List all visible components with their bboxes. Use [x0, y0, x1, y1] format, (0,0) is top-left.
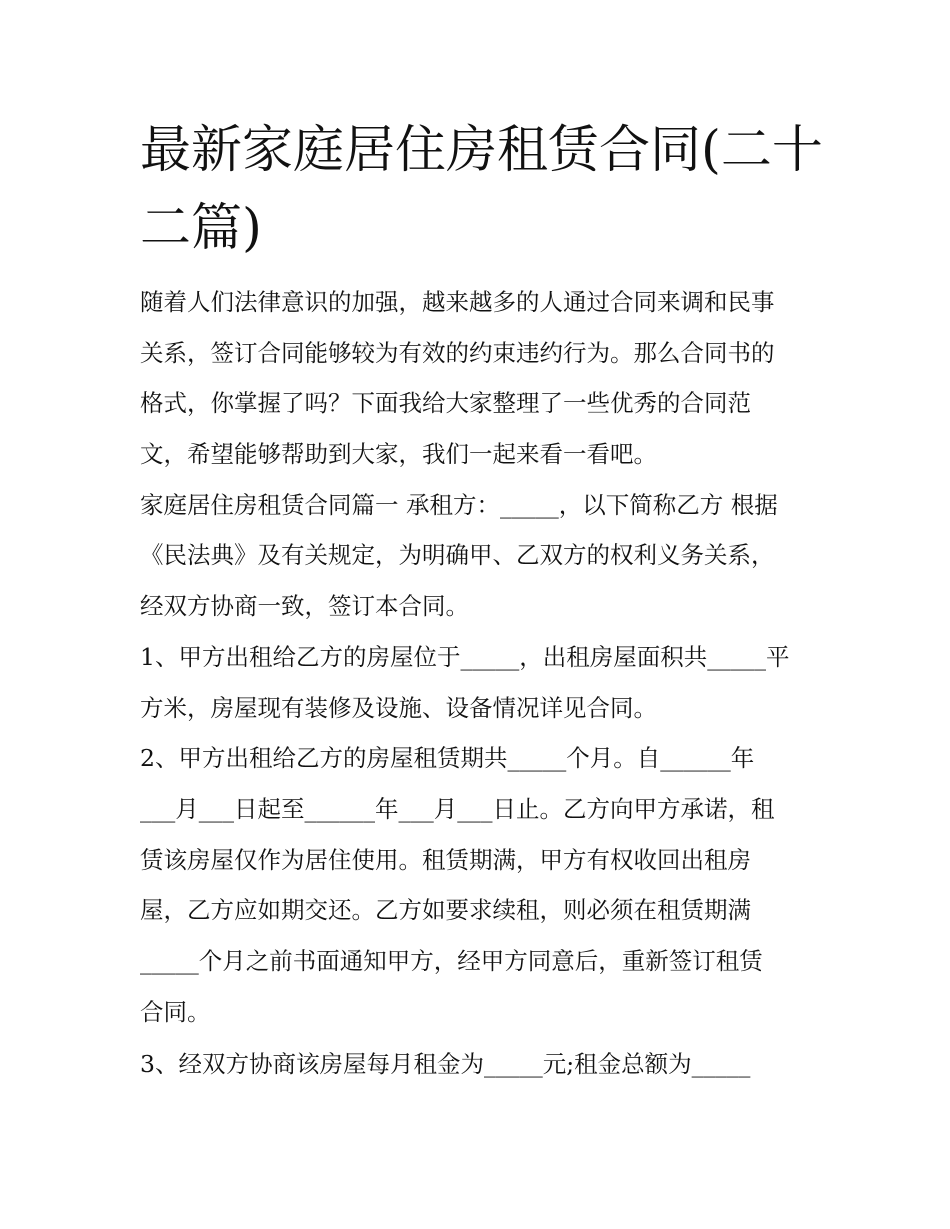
text-line: 格式，你掌握了吗？下面我给大家整理了一些优秀的合同范 [140, 389, 751, 418]
text-line: 合同。 [140, 997, 211, 1026]
text-line: 1、甲方出租给乙方的房屋位于_____，出租房屋面积共_____平 [140, 642, 790, 671]
text-line: 2、甲方出租给乙方的房屋租赁期共_____个月。自______年 [140, 744, 755, 773]
intro-paragraph [140, 282, 830, 485]
clause-3 [140, 1044, 830, 1095]
text-line: 关系，签订合同能够较为有效的约束违约行为。那么合同书的 [140, 338, 775, 367]
text-line: 方米，房屋现有装修及设施、设备情况详见合同。 [140, 693, 657, 722]
document-title [140, 112, 840, 268]
text-line: 屋，乙方应如期交还。乙方如要求续租，则必须在租赁期满 [140, 896, 751, 925]
text-line: 赁该房屋仅作为居住使用。租赁期满，甲方有权收回出租房 [140, 845, 751, 874]
text-line: 文，希望能够帮助到大家，我们一起来看一看吧。 [140, 440, 657, 469]
title-line: 最新家庭居住房租赁合同(二十 [140, 121, 823, 180]
title-line: 二篇) [140, 199, 262, 258]
contract-preamble [140, 485, 830, 637]
text-line: _____个月之前书面通知甲方，经甲方同意后，重新签订租赁 [140, 946, 763, 975]
text-line: ___月___日起至______年___月___日止。乙方向甲方承诺，租 [140, 794, 775, 823]
text-line: 《民法典》及有关规定，为明确甲、乙双方的权利义务关系， [140, 541, 775, 570]
text-line: 经双方协商一致，签订本合同。 [140, 592, 469, 621]
text-line: 家庭居住房租赁合同篇一 承租方：_____，以下简称乙方 根据 [140, 490, 778, 519]
document-body [140, 282, 830, 1095]
text-line: 3、经双方协商该房屋每月租金为_____元;租金总额为_____ [140, 1050, 751, 1079]
text-line: 随着人们法律意识的加强，越来越多的人通过合同来调和民事 [140, 288, 775, 316]
clause-2 [140, 738, 830, 1042]
clause-1 [140, 637, 830, 738]
